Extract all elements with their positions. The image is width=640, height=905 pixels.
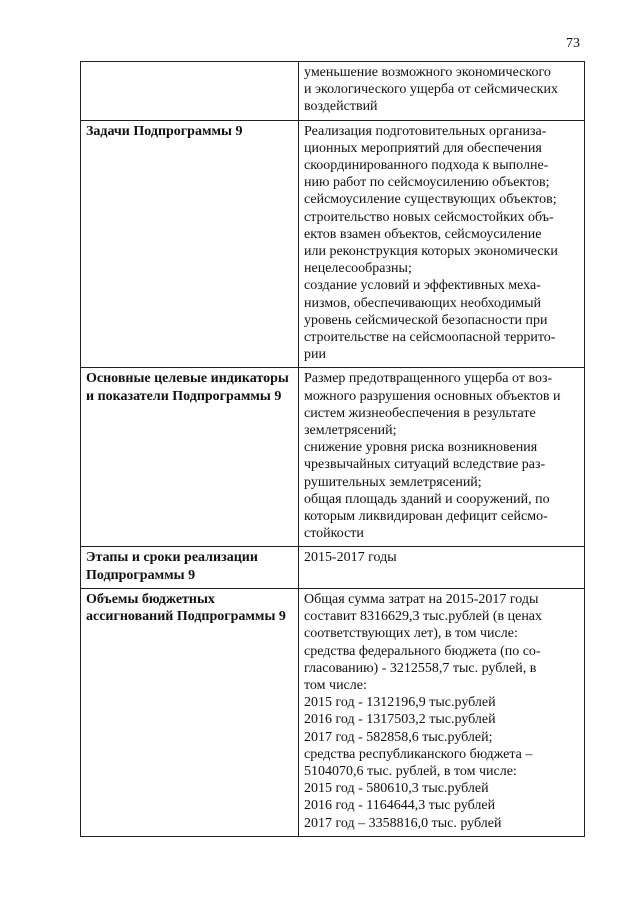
- text-line: 2015 год - 1312196,9 тыс.рублей: [304, 695, 496, 711]
- text-line: нецелесообразны;: [304, 261, 412, 277]
- text-line: ционных мероприятий для обеспечения: [304, 140, 542, 156]
- text-line: рушительных землетрясений;: [304, 474, 482, 490]
- text-line: нию работ по сейсмоусилению объектов;: [304, 175, 550, 191]
- row-value: [299, 368, 585, 547]
- text-line: стойкости: [304, 526, 364, 542]
- text-line: снижение уровня риска возникновения: [304, 440, 538, 456]
- page-number: 73: [566, 36, 580, 51]
- text-line: 5104070,6 тыс. рублей, в том числе:: [304, 763, 517, 779]
- text-line: Размер предотвращенного ущерба от воз-: [304, 371, 553, 387]
- text-line: Общая сумма затрат на 2015-2017 годы: [304, 591, 539, 607]
- row-value: [299, 62, 585, 121]
- text-line: 2015-2017 годы: [304, 550, 397, 566]
- text-line: 2017 год – 3358816,0 тыс. рублей: [304, 815, 502, 831]
- table-row-indicators: [81, 368, 585, 547]
- text-line: общая площадь зданий и сооружений, по: [304, 491, 550, 507]
- text-line: создание условий и эффективных меха-: [304, 278, 541, 294]
- text-line: низмов, обеспечивающих необходимый: [304, 295, 541, 311]
- text-line: землетрясений;: [304, 423, 397, 439]
- text-line: уровень сейсмической безопасности при: [304, 312, 548, 328]
- subprogram-passport-table: [80, 61, 585, 837]
- text-line: 2015 год - 580610,3 тыс.рублей: [304, 781, 489, 797]
- text-line: 2016 год - 1317503,2 тыс.рублей: [304, 712, 496, 728]
- text-line: чрезвычайных ситуаций вследствие раз-: [304, 457, 546, 473]
- text-line: или реконструкция которых экономически: [304, 244, 558, 260]
- text-line: и экологического ущерба от сейсмических: [304, 82, 558, 98]
- text-line: средства федерального бюджета (по со-: [304, 643, 541, 659]
- table-row-budget: [81, 588, 585, 836]
- text-line: сейсмоусиление существующих объектов;: [304, 192, 557, 208]
- row-label: Объемы бюджетных ассигнований Подпрограммы 9: [81, 588, 299, 836]
- text-line: средства республиканского бюджета –: [304, 746, 533, 762]
- table-row-tasks: [81, 120, 585, 368]
- table-row-goal-continued: [81, 62, 585, 121]
- text-line: которым ликвидирован дефицит сейсмо-: [304, 509, 548, 525]
- text-line: том числе:: [304, 677, 367, 693]
- text-line: уменьшение возможного экономического: [304, 65, 551, 80]
- table-row-stages: [81, 547, 585, 588]
- text-line: 2017 год - 582858,6 тыс.рублей;: [304, 729, 493, 745]
- text-line: можного разрушения основных объектов и: [304, 388, 561, 404]
- text-line: соответствующих лет), в том числе:: [304, 626, 518, 642]
- text-line: строительстве на сейсмоопасной террито-: [304, 330, 556, 346]
- text-line: гласованию) - 3212558,7 тыс. рублей, в: [304, 660, 537, 676]
- text-line: воздействий: [304, 99, 378, 115]
- text-line: ектов взамен объектов, сейсмоусиление: [304, 226, 542, 242]
- text-line: рии: [304, 347, 326, 363]
- text-line: систем жизнеобеспечения в результате: [304, 405, 536, 421]
- row-value: [299, 547, 585, 588]
- row-value: [299, 588, 585, 836]
- text-line: Реализация подготовительных организа-: [304, 123, 547, 139]
- text-line: 2016 год - 1164644,3 тыс рублей: [304, 798, 496, 814]
- row-label: Этапы и сроки реализации Подпрограммы 9: [81, 547, 299, 588]
- text-line: составит 8316629,3 тыс.рублей (в ценах: [304, 609, 543, 625]
- row-label: Задачи Подпрограммы 9: [81, 120, 299, 368]
- row-label: [81, 62, 299, 121]
- text-line: строительство новых сейсмостойких объ-: [304, 209, 554, 225]
- text-line: скоординированного подхода к выполне-: [304, 158, 549, 174]
- row-label: Основные целевые индикаторы и показатели Подпрограммы 9: [81, 368, 299, 547]
- row-value: [299, 120, 585, 368]
